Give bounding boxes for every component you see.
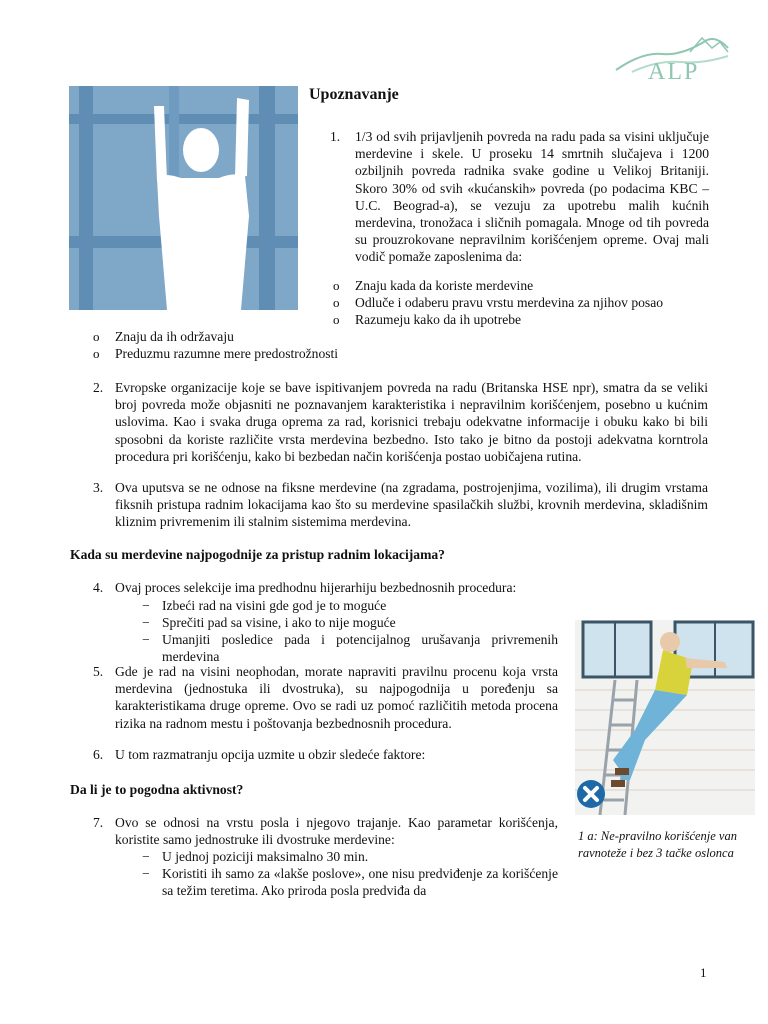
dash-marker: − xyxy=(142,615,150,630)
bullet-marker: o xyxy=(93,346,100,361)
window-silhouette-image xyxy=(69,86,298,310)
item-text-2: Evropske organizacije koje se bave ispitivanjem povreda na radu (Britanska HSE npr), smatra da se veliki broj povreda može objasniti ne poznavanjem karakteristika i nepravilnim korišćenjem, posebno u kućnim uslovima. Kao i svaka druga oprema za rad, korisnici trebaju odekvatne informacije i obuku kako bi bili sposobni da koriste različite vrsta merdevina bezbedno. Isto tako je bitno da postoji adekvatna korntrola procedura pri korišćenju, kako bi bezbedan način korišćenja postao uobičajena rutina. xyxy=(115,380,708,464)
item-number-2: 2. xyxy=(93,380,104,395)
dash-item: Umanjiti posledice pada i potencijalnog urušavanja privremenih merdevina xyxy=(162,632,558,665)
wrong-mark-icon xyxy=(577,780,605,808)
item-text-4: Ovaj proces selekcije ima predhodnu hijerarhiju bezbednosnih procedura: xyxy=(115,580,517,595)
item-number-7: 7. xyxy=(93,815,104,830)
dash-item: Koristiti ih samo za «lakše poslove», one nisu predviđenje za korišćenje sa težim teretima. Ako priroda posla predviđa da xyxy=(162,866,558,899)
bullet-marker: o xyxy=(93,329,100,344)
bullet-item: Preduzmu razumne mere predostrožnosti xyxy=(115,346,339,361)
bullet-item: Znaju da ih održavaju xyxy=(115,329,234,344)
item-text-6: U tom razmatranju opcija uzmite u obzir sledeće faktore: xyxy=(115,747,426,762)
dash-marker: − xyxy=(142,632,150,647)
section-heading: Kada su merdevine najpogodnije za pristup radnim lokacijama? xyxy=(70,547,445,562)
bullet-item: Odluče i odaberu pravu vrstu merdevina za njihov posao xyxy=(355,295,664,310)
item-number-4: 4. xyxy=(93,580,104,595)
item-number-1: 1. xyxy=(330,129,341,144)
item-text-5: Gde je rad na visini neophodan, morate napraviti pravilnu procenu koja vrsta merdevina (jednostuka ili dvostruka), su najpogodnija u poređenju sa karakteristikama druge opreme. Ovo se radi uz pomoć različitih metoda procena rizika na radnom mestu i poštovanja bezbednosnih procedura. xyxy=(115,664,558,731)
wrong-ladder-use-illustration xyxy=(575,620,755,815)
dash-item: Sprečiti pad sa visine, i ako to nije moguće xyxy=(162,615,396,630)
item-number-3: 3. xyxy=(93,480,104,495)
bullet-item: Znaju kada da koriste merdevine xyxy=(355,278,534,293)
bullet-marker: o xyxy=(333,312,340,327)
dash-marker: − xyxy=(142,866,150,881)
dash-marker: − xyxy=(142,849,150,864)
item-text-1: 1/3 od svih prijavljenih povreda na radu pada sa visini uključuje merdevine i skele. U proseku 14 smrtnih slučajeva i 1200 ozbiljnih povreda radnika svake godine u Velikoj Britaniji. Skoro 30% od svih «kućanskih» povreda (po podacima KBC – U.C. Beograd-a), se vezuju za upotrebu malih kućnih merdevina, tronožaca i sličnih pomagala. Mnoge od tih povreda su prouzrokovane nepravilnim korišćenjem opreme. Ovaj mali vodič pomaže zaposlenima da: xyxy=(355,129,709,265)
bullet-marker: o xyxy=(333,278,340,293)
dash-item: U jednoj poziciji maksimalno 30 min. xyxy=(162,849,369,864)
section-heading: Da li je to pogodna aktivnost? xyxy=(70,782,244,797)
page-title: Upoznavanje xyxy=(309,86,399,103)
figure-caption: 1 a: Ne-pravilno korišćenje van ravnoteže i bez 3 tačke oslonca xyxy=(578,829,737,860)
dash-item: Izbeći rad na visini gde god je to moguće xyxy=(162,598,387,613)
bullet-marker: o xyxy=(333,295,340,310)
page-number: 1 xyxy=(700,965,707,980)
logo-text: ALP xyxy=(648,59,700,85)
alp-logo xyxy=(612,34,732,94)
dash-marker: − xyxy=(142,598,150,613)
item-text-7: Ovo se odnosi na vrstu posla i njegovo trajanje. Kao parametar korišćenja, koristite samo jednostruke ili dvostruke merdevine: xyxy=(115,815,558,848)
item-number-6: 6. xyxy=(93,747,104,762)
item-text-3: Ova uputsva se ne odnose na fiksne merdevine (na zgradama, postrojenjima, vozilima), ili drugim vrstama fiksnih pristupa radnim lokacijama kao što su merdevine spasilačkih službi, krovnih merdevina, skladišnim kliznim privremenim ili stalnim sistemima merdevina. xyxy=(115,480,708,530)
bullet-item: Razumeju kako da ih upotrebe xyxy=(355,312,522,327)
item-number-5: 5. xyxy=(93,664,104,679)
